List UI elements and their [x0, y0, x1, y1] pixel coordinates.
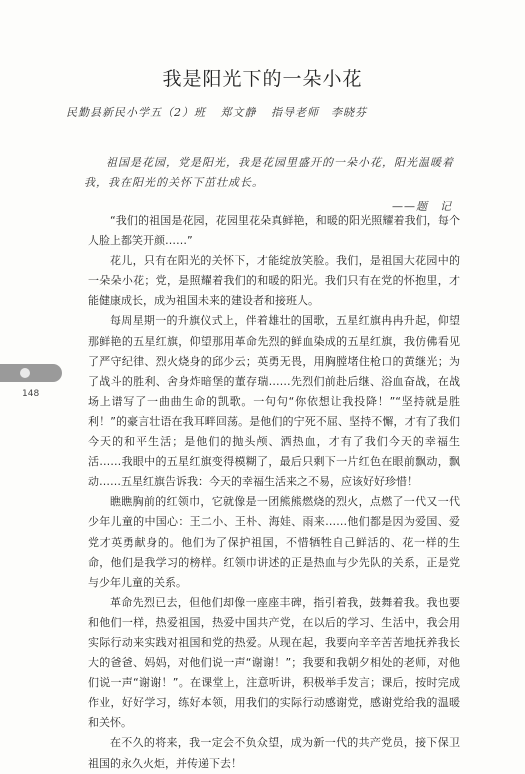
byline-author: 郑文静	[220, 106, 257, 119]
byline-school-class: 民勤县新民小学五（2）班	[66, 106, 206, 119]
article-title: 我是阳光下的一朵小花	[162, 68, 363, 90]
paragraph: 瞧瞧胸前的红领巾，它就像是一团熊熊燃烧的烈火，点燃了一代又一代少年儿童的中国心：王二小、王朴、海娃、雨来……他们都是因为爱国、爱党才英勇献身的。他们为了保护祖国，不惜牺牲自己鲜活的、花一样的生命，他们是我学习的榜样。红领巾讲述的正是热血与少先队的关系，正是党与少年儿童的关系。	[88, 495, 460, 589]
paragraph: 每周星期一的升旗仪式上，伴着雄壮的国歌，五星红旗冉冉升起，仰望那鲜艳的五星红旗，仰望那用革命先烈的鲜血染成的五星红旗，我仿佛看见了严守纪律、烈火烧身的邱少云；英勇无畏，用胸膛堵住枪口的黄继光；为了战斗的胜利、舍身炸暗堡的董存瑞……先烈们前赴后继、浴血奋战，在战场上谱写了一曲曲生命的凯歌。一句句“你依想让我投降！”“坚持就是胜利！”的豪言壮语在我耳畔回荡。是他们的宁死不屈、坚持不懈，才有了我们今天的和平生活；是他们的抛头颅、洒热血，才有了我们今天的幸福生活……我眼中的五星红旗变得模糊了，最后只剩下一片红色在眼前飘动，飘动……五星红旗告诉我：今天的幸福生活来之不易，应该好好珍惜！	[88, 314, 460, 489]
paragraph: 花儿，只有在阳光的关怀下，才能绽放笑脸。我们，是祖国大花园中的一朵朵小花；党，是照耀着我们的和暖的阳光。我们只有在党的怀抱里，才能健康成长，成为祖国未来的建设者和接班人。	[88, 254, 460, 308]
epigraph	[84, 153, 456, 217]
paragraph: “我们的祖国是花园，花园里花朵真鲜艳，和暖的阳光照耀着我们，每个人脸上都笑开颜……”	[88, 214, 460, 248]
byline-teacher: 指导老师 李晓芬	[271, 106, 367, 119]
epigraph-text: 祖国是花园，党是阳光，我是花园里盛开的一朵小花，阳光温暖着我，我在阳光的关怀下茁壮成长。	[84, 156, 454, 189]
paragraph: 在不久的将来，我一定会不负众望，成为新一代的共产党员，接下保卫祖国的永久火炬，并传递下去！	[88, 736, 460, 770]
page-edge-tab	[0, 364, 62, 382]
article-body	[88, 211, 460, 774]
paragraph: 革命先烈已去，但他们却像一座座丰碑，指引着我，鼓舞着我。我也要和他们一样，热爱祖国，热爱中国共产党，在以后的学习、生活中，我会用实际行动来实践对祖国和党的热爱。从现在起，我要向辛辛苦苦地抚养我长大的爸爸、妈妈，对他们说一声“谢谢！”；我要和我朝夕相处的老师，对他们说一声“谢谢！”。在课堂上，注意听讲，积极举手发言；课后，按时完成作业，好好学习，练好本领，用我们的实际行动感谢党，感谢党给我的温暖和关怀。	[88, 595, 460, 730]
epigraph-signature: ——题 记	[392, 200, 452, 213]
byline	[66, 104, 486, 120]
page-number: 148	[22, 389, 40, 399]
